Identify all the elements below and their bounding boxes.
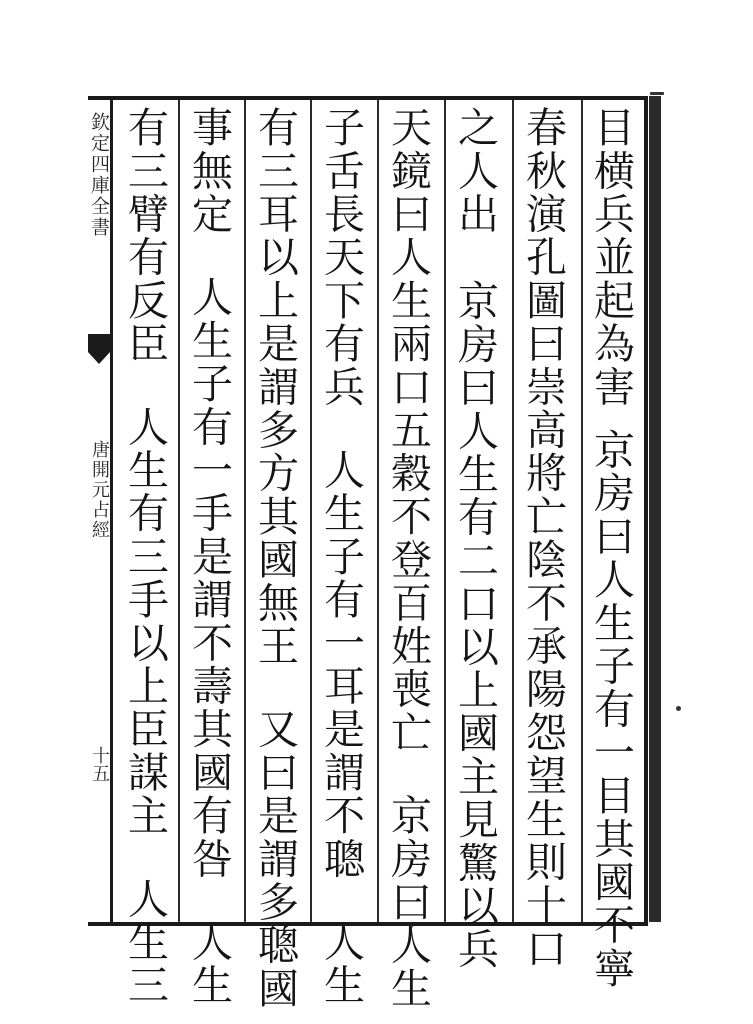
margin-collection-title: 欽定四庫全書 (88, 112, 110, 238)
text-segment: 子舌長天下有兵 (317, 106, 365, 409)
right-border (644, 96, 648, 926)
text-segment: 人生 (317, 920, 365, 1007)
column-divider (310, 100, 312, 922)
column-divider (244, 100, 246, 922)
column-divider (512, 100, 514, 922)
text-column (314, 106, 368, 1007)
margin-page-number: 十五 (89, 746, 110, 782)
column-divider (444, 100, 446, 922)
scan-speck (650, 92, 664, 95)
text-column (381, 106, 435, 1010)
text-segment: 京房曰人生有二口以上國主見驚以兵 (451, 279, 499, 971)
column-divider (581, 100, 583, 922)
text-segment: 有三臂有反臣 (121, 106, 169, 366)
text-segment: 人生子有一耳是謂不聰 (317, 448, 365, 881)
text-segment: 人生三 (121, 877, 169, 1007)
column-divider (377, 100, 379, 922)
text-segment: 人生 (185, 920, 233, 1007)
text-segment: 有三耳以上是謂多方其國無王 (251, 106, 299, 668)
text-segment: 事無定 (185, 106, 233, 236)
text-column (118, 106, 172, 1007)
column-divider (178, 100, 180, 922)
page-edge-shadow (649, 96, 661, 922)
text-column (516, 106, 570, 970)
scan-speck (676, 706, 681, 711)
text-column (248, 106, 302, 1011)
margin-book-title: 唐開元占經 (89, 440, 110, 540)
text-segment: 人生子有一手是謂不壽其國有咎 (185, 275, 233, 881)
text-column (448, 106, 502, 971)
text-segment: 天鏡曰人生兩口五穀不登百姓喪亡 (384, 106, 432, 754)
text-segment: 春秋演孔圖曰崇高將亡陰不承陽怨望生則十口 (519, 106, 567, 970)
text-segment: 京房曰人生子有一目其國不寧 (587, 428, 635, 991)
top-border (88, 96, 648, 100)
text-segment: 目横兵並起為害 (587, 106, 635, 409)
margin-border (110, 96, 113, 926)
text-column (182, 106, 236, 1007)
text-segment: 又曰是謂多聰國 (251, 707, 299, 1011)
text-column (584, 106, 638, 991)
text-segment: 人生有三手以上臣謀主 (121, 405, 169, 838)
text-segment: 京房曰人生 (384, 794, 432, 1010)
text-segment: 之人出 (451, 106, 499, 236)
